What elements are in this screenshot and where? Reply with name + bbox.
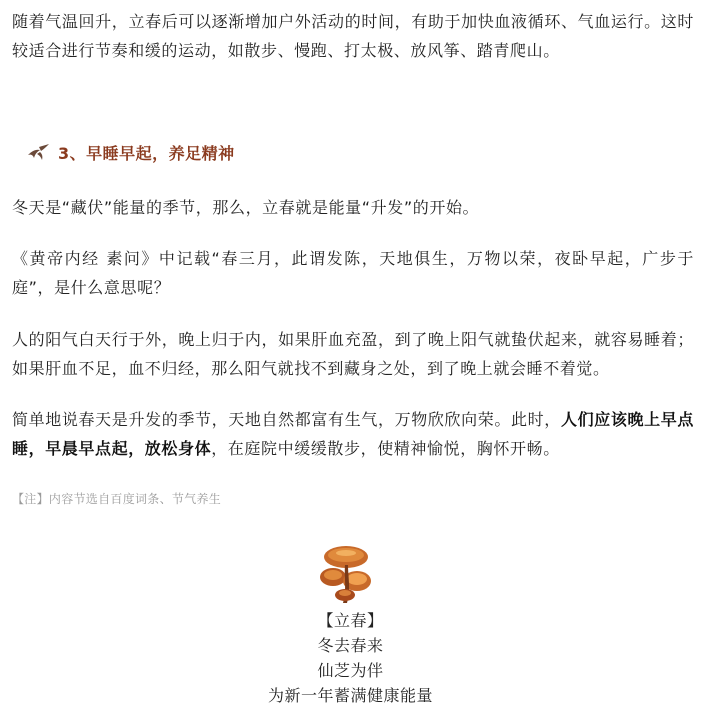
advice-text-b: ，在庭院中缓缓散步，使精神愉悦，胸怀开畅。 — [211, 439, 560, 458]
advice-text-a: 简单地说春天是升发的季节，天地自然都富有生气，万物欣欣向荣。此时， — [12, 410, 561, 429]
closing-poem — [0, 608, 701, 708]
lingzhi-mushroom-icon — [317, 543, 375, 605]
section-heading-text: 3、早睡早起，养足精神 — [58, 143, 235, 163]
section-heading — [26, 138, 235, 166]
closing-line-3: 为新一年蓄满健康能量 — [267, 686, 433, 705]
source-note: 【注】内容节选自百度词条、节气养生 — [12, 492, 222, 506]
paragraph-season-energy: 冬天是“藏伏”能量的季节，那么，立春就是能量“升发”的开始。 — [12, 198, 480, 217]
paragraph-huangdi-neijing: 《黄帝内经 素问》中记载“春三月，此谓发陈，天地俱生，万物以荣，夜卧早起，广步于庭”，是什么意思呢？ — [12, 249, 694, 297]
closing-title: 【立春】 — [317, 611, 384, 630]
paragraph-outdoor-activity: 随着气温回升，立春后可以逐渐增加户外活动的时间，有助于加快血液循环、气血运行。这时较适合进行节奏和缓的运动，如散步、慢跑、打太极、放风筝、踏青爬山。 — [12, 12, 694, 60]
advice-text-bold: 人们应该晚上早点睡，早晨早点起，放松身体 — [12, 410, 694, 458]
closing-line-1: 冬去春来 — [317, 636, 384, 655]
swallow-icon — [26, 143, 50, 161]
paragraph-advice — [12, 405, 694, 463]
paragraph-yang-qi: 人的阳气白天行于外，晚上归于内，如果肝血充盈，到了晚上阳气就蛰伏起来，就容易睡着；如果肝血不足，血不归经，那么阳气就找不到藏身之处，到了晚上就会睡不着觉。 — [12, 330, 694, 378]
closing-line-2: 仙芝为伴 — [317, 661, 384, 680]
